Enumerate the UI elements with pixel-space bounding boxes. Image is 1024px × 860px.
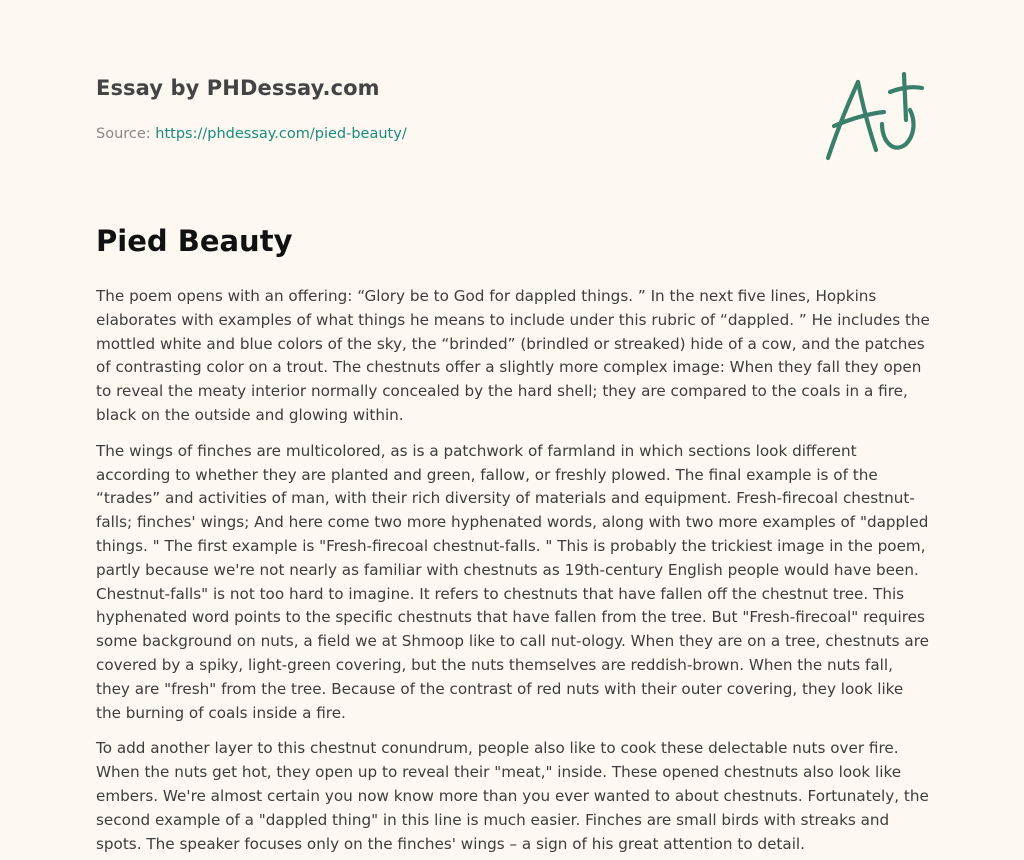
source-link[interactable]: https://phdessay.com/pied-beauty/ <box>155 126 407 142</box>
source-label: Source: <box>96 126 151 142</box>
page-header <box>96 76 407 142</box>
a-plus-logo-icon <box>822 68 928 164</box>
source-line <box>96 126 407 142</box>
essay-paragraph-3: To add another layer to this chestnut conundrum, people also like to cook these delectable nuts over fire. When the nuts get hot, they open up to reveal their "meat," inside. These opened chestnuts also look like embers. We're almost certain you now know more than you ever wanted to about chestnuts. Fortunately, the second example of a "dappled thing" in this line is much easier. Finches are small birds with streaks and spots. The speaker focuses only on the finches' wings – a sign of his great attention to detail. <box>96 739 929 853</box>
essay-paragraph-1: The poem opens with an offering: “Glory be to God for dappled things. ” In the next five lines, Hopkins elaborates with examples of what things he means to include under this rubric of “dappled. ” He includes the mottled white and blue colors of the sky, the “brinded” (brindled or streaked) hide of a cow, and the patches of contrasting color on a trout. The chestnuts offer a slightly more complex image: When they fall they open to reveal the meaty interior normally concealed by the hard shell; they are compared to the coals in a fire, black on the outside and glowing within. <box>96 287 930 424</box>
essay-body <box>96 285 930 860</box>
site-title: Essay by PHDessay.com <box>96 76 380 100</box>
essay-title: Pied Beauty <box>96 224 293 258</box>
essay-paragraph-2: The wings of finches are multicolored, as is a patchwork of farmland in which sections look different according to whether they are planted and green, fallow, or freshly plowed. The final example is of the “trades” and activities of man, with their rich diversity of materials and equipment. Fresh-firecoal chestnut-falls; finches' wings; And here come two more hyphenated words, along with two more examples of "dappled things. " The first example is "Fresh-firecoal chestnut-falls. " This is probably the trickiest image in the poem, partly because we're not nearly as familiar with chestnuts as 19th-century English people would have been. Chestnut-falls" is not too hard to imagine. It refers to chestnuts that have fallen off the chestnut tree. This hyphenated word points to the specific chestnuts that have fallen from the tree. But "Fresh-firecoal" requires some background on nuts, a field we at Shmoop like to call nut-ology. When they are on a tree, chestnuts are covered by a spiky, light-green covering, but the nuts themselves are reddish-brown. When the nuts fall, they are "fresh" from the tree. Because of the contrast of red nuts with their outer covering, they look like the burning of coals inside a fire. <box>96 441 929 722</box>
